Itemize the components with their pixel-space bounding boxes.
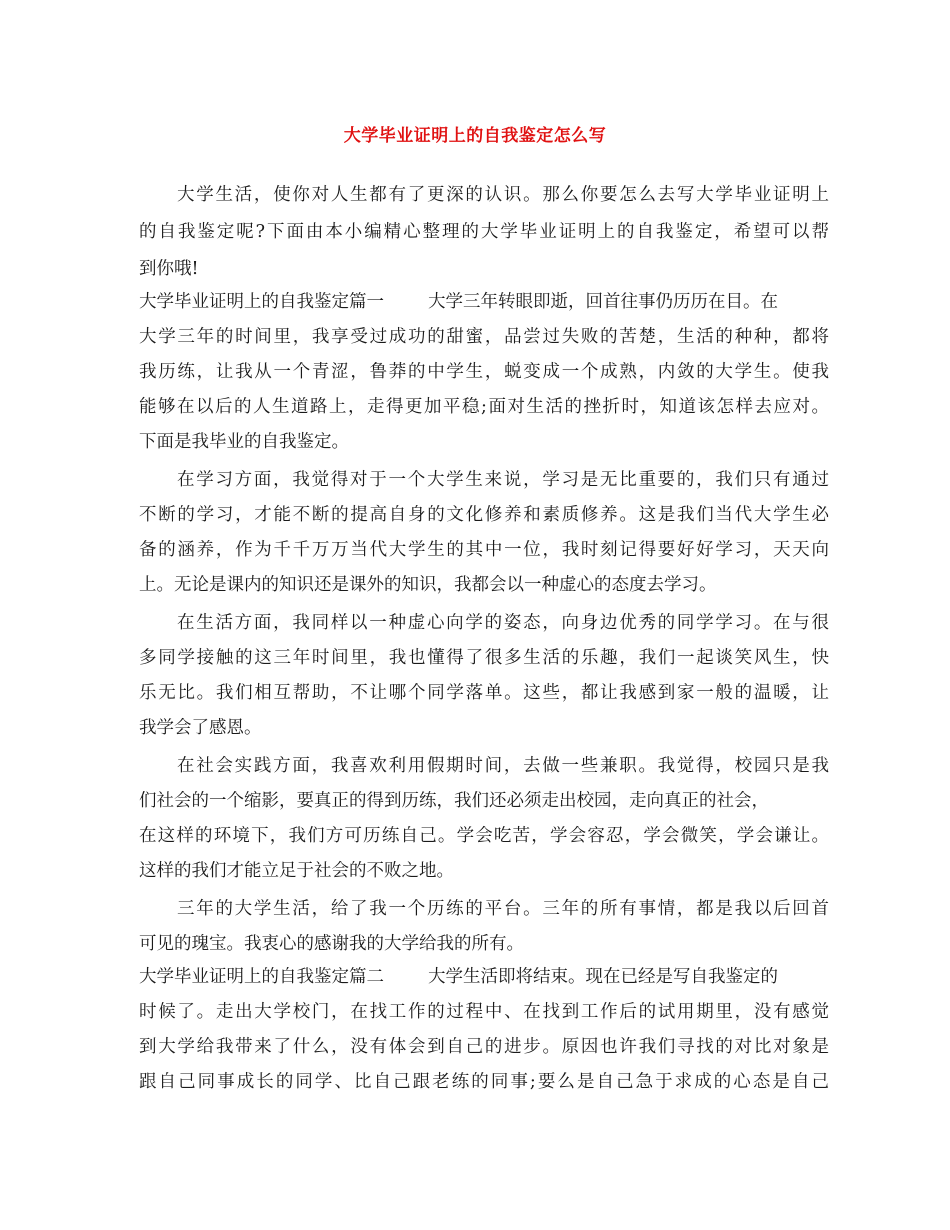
paragraph-line: 我历练，让我从一个青涩，鲁莽的中学生，蜕变成一个成熟，内敛的大学生。使我 xyxy=(139,362,829,382)
section-heading: 大学毕业证明上的自我鉴定篇二 xyxy=(139,967,384,987)
section-heading: 大学毕业证明上的自我鉴定篇一 xyxy=(139,292,384,312)
paragraph-line: 的自我鉴定呢?下面由本小编精心整理的大学毕业证明上的自我鉴定，希望可以帮 xyxy=(139,222,829,242)
paragraph-line: 可见的瑰宝。我衷心的感谢我的大学给我的所有。 xyxy=(139,934,524,954)
paragraph-line: 我学会了感恩。 xyxy=(139,718,262,738)
section-heading-line xyxy=(139,285,829,319)
paragraph-line: 在生活方面，我同样以一种虚心向学的姿态，向身边优秀的同学学习。在与很 xyxy=(177,613,829,633)
paragraph-line: 们社会的一个缩影，要真正的得到历练，我们还必须走出校园，走向真正的社会， xyxy=(139,791,769,811)
document-title: 大学毕业证明上的自我鉴定怎么写 xyxy=(343,126,607,146)
section-heading-line xyxy=(139,960,829,994)
paragraph-line: 跟自己同事成长的同学、比自己跟老练的同事;要么是自己急于求成的心态是自己 xyxy=(139,1072,829,1092)
paragraph-line: 大学生活，使你对人生都有了更深的认识。那么你要怎么去写大学毕业证明上 xyxy=(177,185,829,205)
paragraph-line: 在社会实践方面，我喜欢利用假期时间，去做一些兼职。我觉得，校园只是我 xyxy=(177,756,829,776)
paragraph-line: 在这样的环境下，我们方可历练自己。学会吃苦，学会容忍，学会微笑，学会谦让。 xyxy=(139,826,829,846)
paragraph-line: 在学习方面，我觉得对于一个大学生来说，学习是无比重要的，我们只有通过 xyxy=(177,470,829,490)
paragraph-line: 多同学接触的这三年时间里，我也懂得了很多生活的乐趣，我们一起谈笑风生，快 xyxy=(139,648,829,668)
paragraph-line: 备的涵养，作为千千万万当代大学生的其中一位，我时刻记得要好好学习，天天向 xyxy=(139,540,829,560)
paragraph-line: 能够在以后的人生道路上，走得更加平稳;面对生活的挫折时，知道该怎样去应对。 xyxy=(139,397,829,417)
paragraph-line: 时候了。走出大学校门，在找工作的过程中、在找到工作后的试用期里，没有感觉 xyxy=(139,1002,829,1022)
paragraph-text: 大学生活即将结束。现在已经是写自我鉴定的 xyxy=(428,967,778,987)
paragraph-line: 到你哦! xyxy=(139,259,199,279)
paragraph-line: 大学三年的时间里，我享受过成功的甜蜜，品尝过失败的苦楚，生活的种种，都将 xyxy=(139,327,829,347)
paragraph-line: 下面是我毕业的自我鉴定。 xyxy=(139,432,349,452)
paragraph-line: 这样的我们才能立足于社会的不败之地。 xyxy=(139,861,454,881)
paragraph-line: 乐无比。我们相互帮助，不让哪个同学落单。这些，都让我感到家一般的温暖，让 xyxy=(139,683,829,703)
paragraph-line: 三年的大学生活，给了我一个历练的平台。三年的所有事情，都是我以后回首 xyxy=(177,899,829,919)
paragraph-line: 到大学给我带来了什么，没有体会到自己的进步。原因也许我们寻找的对比对象是 xyxy=(139,1037,829,1057)
paragraph-line: 上。无论是课内的知识还是课外的知识，我都会以一种虚心的态度去学习。 xyxy=(139,575,717,595)
paragraph-text: 大学三年转眼即逝，回首往事仍历历在目。在 xyxy=(428,292,778,312)
paragraph-line: 不断的学习，才能不断的提高自身的文化修养和素质修养。这是我们当代大学生必 xyxy=(139,505,829,525)
